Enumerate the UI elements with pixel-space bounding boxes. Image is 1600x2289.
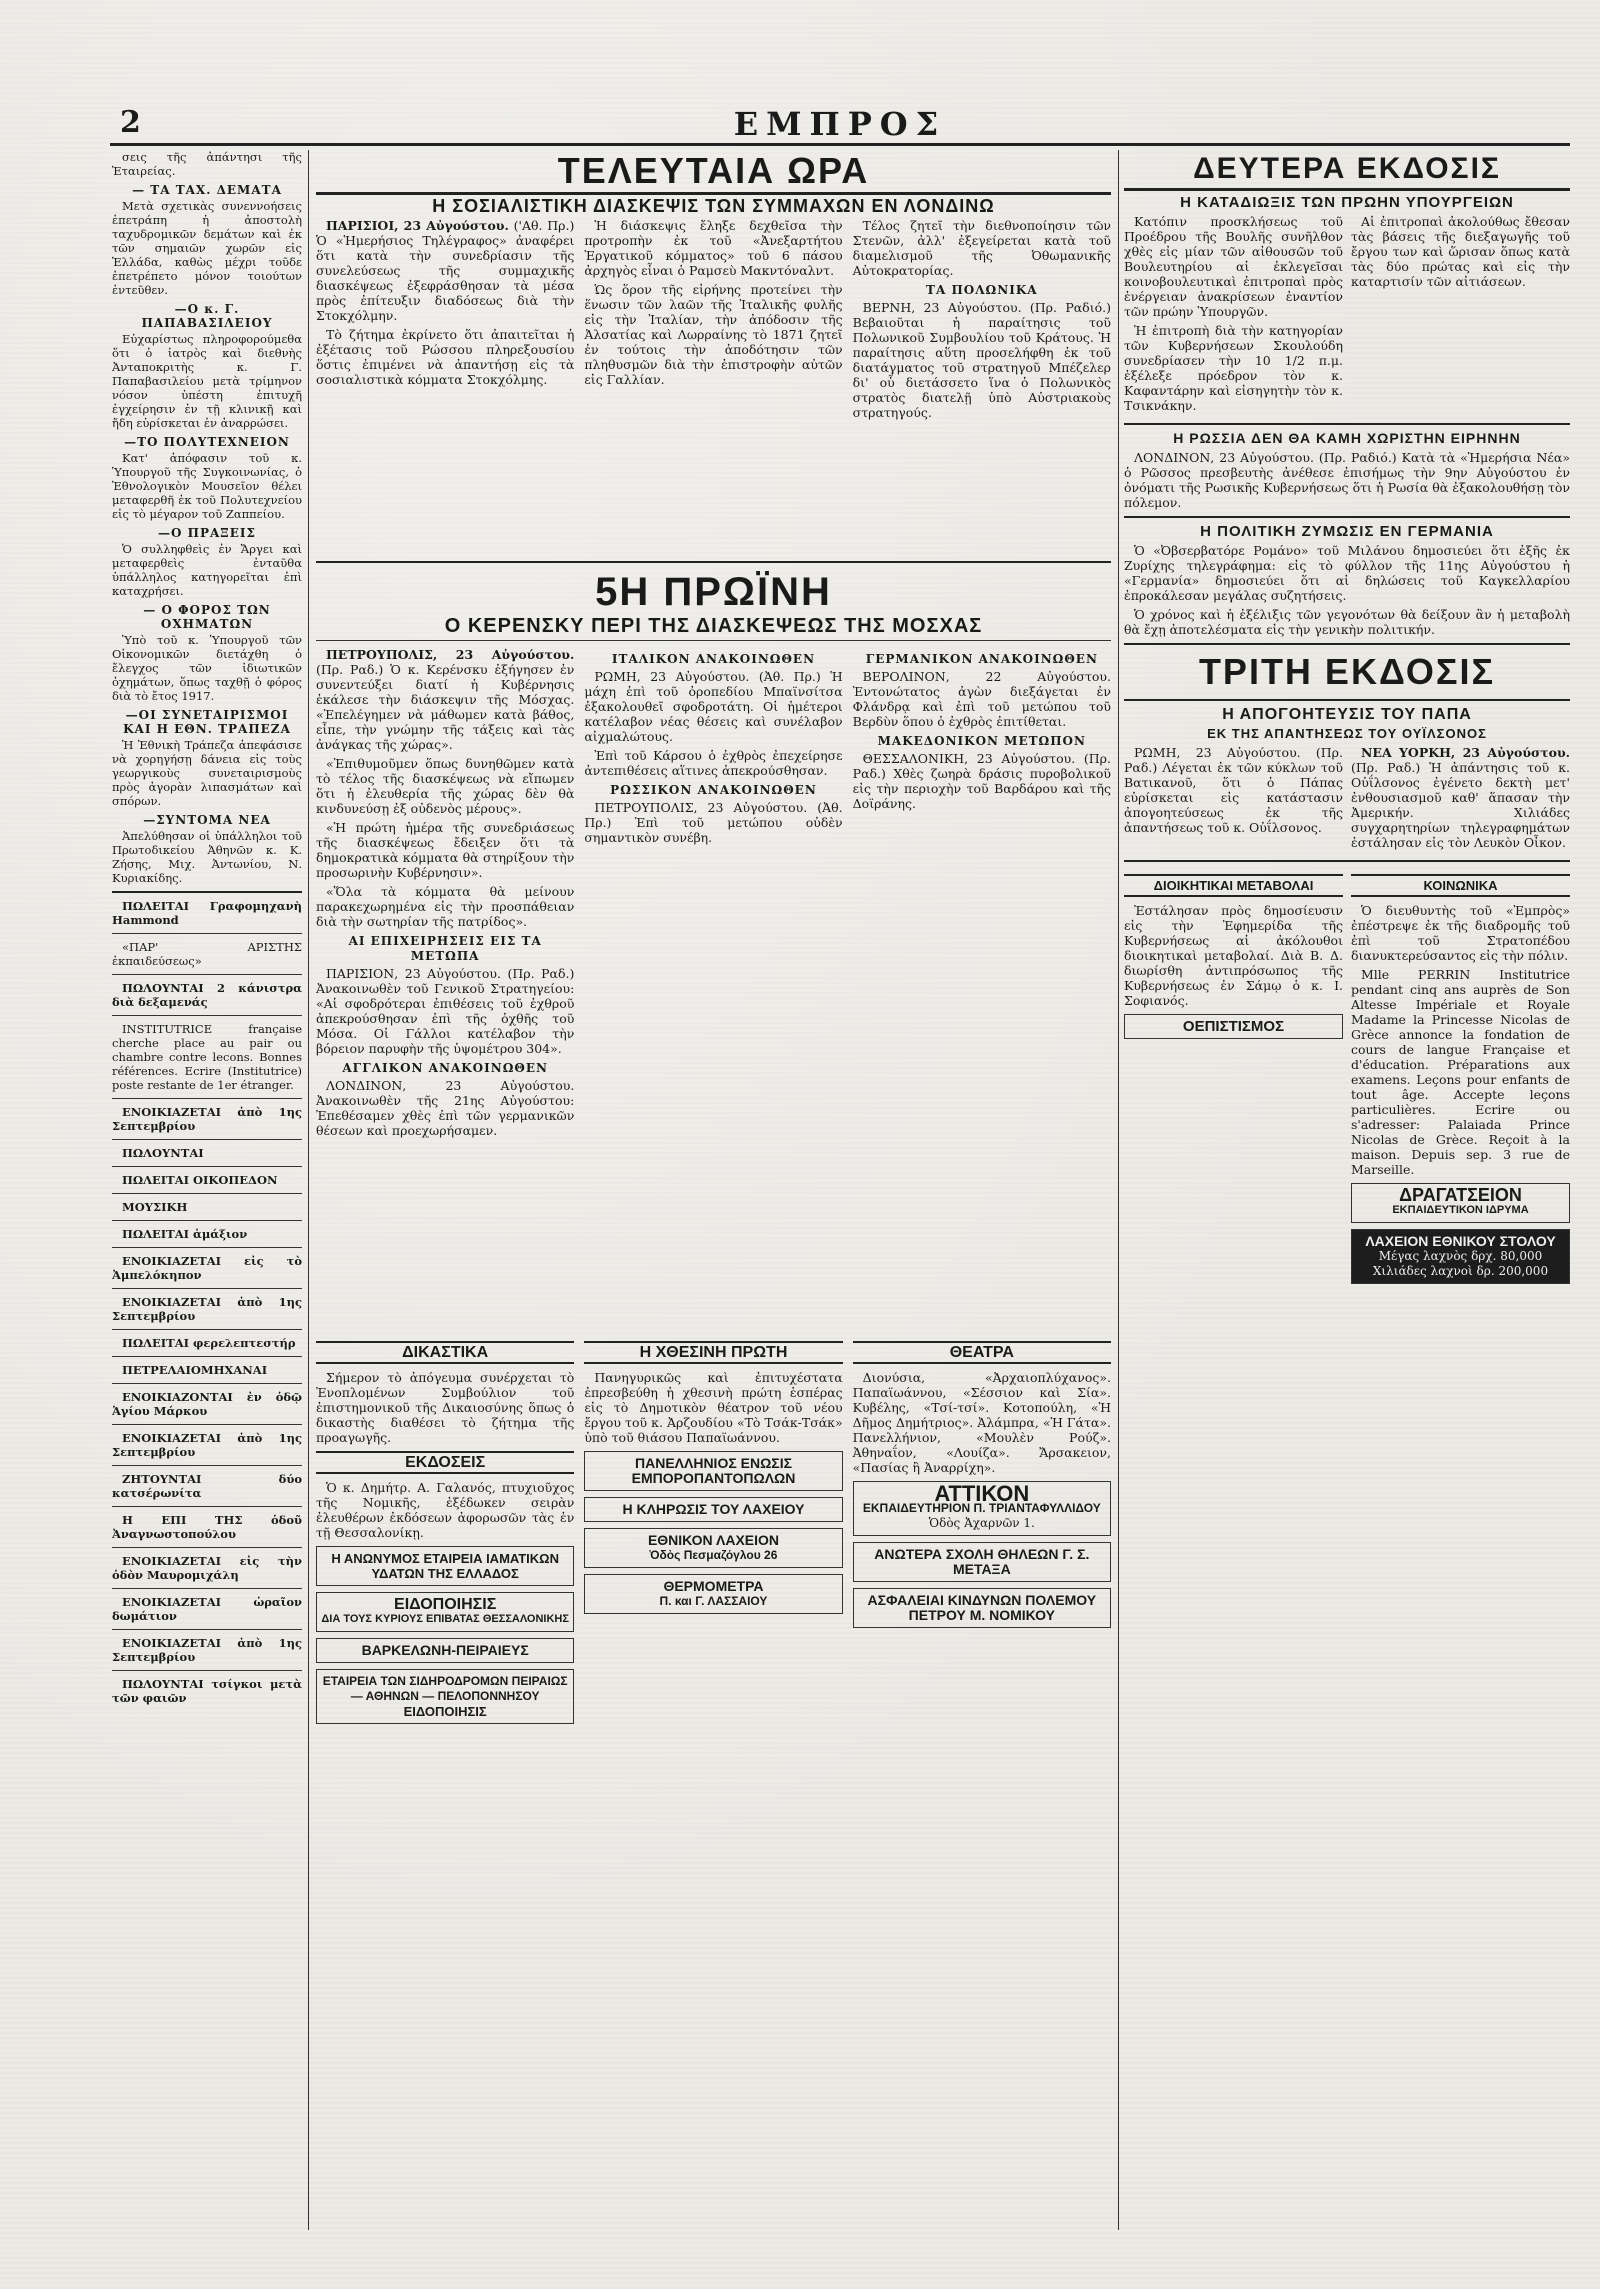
filler-text: Ὁ χρόνος καὶ ἡ ἐξέλιξις τῶν γεγονότων θὰ δείξουν ἂν ἡ μεταβολὴ θὰ ἔχῃ ἀποτελέσματα εἰς τὴν γενικὴν πολιτικήν. — [1124, 607, 1570, 637]
insurance-ad — [853, 1588, 1111, 1628]
subhead-cooperatives: —ΟΙ ΣΥΝΕΤΑΙΡΙΣΜΟΙ ΚΑΙ Η ΕΘΝ. ΤΡΑΠΕΖΑ — [123, 708, 291, 736]
right-lower-b — [1351, 868, 1570, 1290]
ad-sale-1: ΠΩΛΟΥΝΤΑΙ — [122, 1146, 204, 1160]
last-hour-p0: ('Αθ. Πρ.) Ὁ «Ἡμερήσιος Τηλέγραφος» ἀναφέρει ὅτι κατὰ τὴν συνεδρίασιν τῆς συνελεύσεως τῆς συμμαχικῆς διασκέψεως ἐξεφράσθησαν τὰ μέσα πρὸς ἐπίτευξιν διαδόσεως διὰ τὴν Στοκχόλμην. — [316, 218, 575, 323]
second-edition-headline: Η ΚΑΤΑΔΙΩΞΙΣ ΤΩΝ ΠΡΩΗΝ ΥΠΟΥΡΓΕΙΩΝ — [1180, 194, 1514, 211]
divider — [112, 1139, 302, 1140]
filler-text: ΛΟΝΔΙΝΟΝ, 23 Αὐγούστου. Ἀνακοινωθὲν τῆς 21ης Αὐγούστου: Ἐπεθέσαμεν χθὲς ἐπὶ τῶν γερμανικῶν θέσεων καὶ προεχωρήσαμεν. — [316, 1078, 575, 1138]
thermometer-subtitle: Π. και Γ. ΛΑΣΣΑΙΟΥ — [659, 1594, 768, 1608]
court-news-heading: ΔΙΚΑΣΤΙΚΑ — [316, 1341, 574, 1364]
ad-rent-4: ΕΝΟΙΚΙΑΖΟΝΤΑΙ ἐν ὁδῷ Ἁγίου Μάρκου — [112, 1390, 302, 1418]
fifth-col-c — [853, 647, 1111, 1142]
parcels-text: Μετὰ σχετικὰς συνεννοήσεις ἐπετράπη ἡ ἀποστολὴ ταχυδρομικῶν δεμάτων καὶ ἐκ τῶν σημαιῶν χωρῶν εἰς Ἑλλάδα, καθὼς μέχρι τοῦδε ἐπετρέπετο μόνον τοιούτων ἐντεῦθεν. — [112, 199, 302, 297]
unions-ad — [584, 1451, 842, 1491]
divider — [112, 933, 302, 934]
yesterday-first-heading: Η ΧΘΕΣΙΝΗ ΠΡΩΤΗ — [584, 1341, 842, 1364]
divider — [1124, 423, 1570, 425]
right-column — [1124, 150, 1570, 2230]
ad-zinc: ΠΩΛΟΥΝΤΑΙ τσίγκοι μετὰ τῶν φαιῶν — [112, 1677, 302, 1705]
divider — [316, 640, 1111, 641]
germany-headline: Η ΠΟΛΙΤΙΚΗ ΖΥΜΩΣΙΣ ΕΝ ΓΕΡΜΑΝΙΑ — [1200, 523, 1494, 540]
russia-body: ΛΟΝΔΙΝΟΝ, 23 Αὐγούστου. (Πρ. Ραδιό.) Κατὰ τὰ «Ἡμερήσια Νέα» ὁ Ρῶσσος πρεσβευτὴς ἀνέθεσε ἐπισήμως τὴν 9ην Αὐγούστου ἐν ὀνόματι τῆς Ρωσικῆς Κυβερνήσεως ὅτι ἡ Ρωσία θὰ ἐξακολουθήσῃ τὸν πόλεμον. — [1124, 450, 1570, 510]
epistimonikon-ad — [1124, 1014, 1343, 1039]
fifth-p2: «Ἡ πρώτη ἡμέρα τῆς συνεδριάσεως τῆς διασκέψεως ἔδειξεν ὅτι τὰ δημοκρατικὰ κόμματα θὰ στηρίξουν τὴν προσωρινὴν Κυβέρνησιν». — [316, 820, 575, 880]
filler-text: Ὑπὸ τοῦ κ. Ὑπουργοῦ τῶν Οἰκονομικῶν διετάχθη ὁ ἔλεγχος τῶν ἰδιωτικῶν ὀχημάτων, ὅπως ταχθῇ ὁ φόρος διὰ τὸ ἔτος 1917. — [112, 633, 302, 703]
attikon-title: ΑΤΤΙΚΟΝ — [934, 1481, 1030, 1506]
ny-body: (Πρ. Ραδ.) Ἡ ἀπάντησις τοῦ κ. Οὐΐλσονος ἐγένετο δεκτὴ μετ' ἐνθουσιασμοῦ καθ' ἅπασαν τὴν Ἀμερικήν. Χιλιάδες συγχαρητηρίων τηλεγραφημάτων ἐστάλησαν εἰς τὸν Λευκὸν Οἶκον. — [1351, 760, 1570, 850]
divider — [112, 1356, 302, 1357]
fleet-lottery-title: ΛΑΧΕΙΟΝ ΕΘΝΙΚΟΥ ΣΤΟΛΟΥ — [1365, 1233, 1556, 1249]
middle-lower-columns — [316, 1335, 1111, 1730]
divider — [112, 891, 302, 893]
ad-rent-1: ΕΝΟΙΚΙΑΖΕΤΑΙ ἀπὸ 1ης Σεπτεμβρίου — [112, 1105, 302, 1133]
social-body: Ὁ διευθυντὴς τοῦ «Ἐμπρὸς» ἐπέστρεψε ἐκ τῆς διαδρομῆς τοῦ ἐπὶ τοῦ Στρατοπέδου διανυκτερεύσαντος εἰς τὴν πόλιν. — [1351, 903, 1570, 963]
last-hour-col-b — [584, 218, 842, 424]
divider — [112, 1329, 302, 1330]
column-divider — [1118, 150, 1119, 2230]
last-hour-banner: ΤΕΛΕΥΤΑΙΑ ΩΡΑ — [316, 150, 1111, 195]
germany-body: Ὁ «Ὀβσερβατόρε Ρομάνο» τοῦ Μιλάνου δημοσιεύει ὅτι ἐξῆς ἐκ Ζυρίχης τηλεγράφημα: εἰς τὸ φύλλον τῆς 11ης Αὐγούστου ἡ «Γερμανία» δημοσιεύει ὅτι αἱ δηλώσεις τοῦ Καγκελλαρίου ἐπροκάλεσαν μεγάλας συζητήσεις. — [1124, 543, 1570, 603]
left-column-classifieds — [112, 150, 302, 2230]
filler-text: ΠΕΤΡΟΥΠΟΛΙΣ, 23 Αὐγούστου. (Ἀθ. Πρ.) Ἐπὶ τοῦ μετώπου οὐδὲν σημαντικὸν συνέβη. — [584, 800, 843, 845]
divider — [112, 1588, 302, 1589]
ad-tutor: «ΠΑΡ' ΑΡΙΣΤΗΣ ἐκπαιδεύσεως» — [112, 940, 302, 968]
company-name: Η ΑΝΩΝΥΜΟΣ ΕΤΑΙΡΕΙΑ ΙΑΜΑΤΙΚΩΝ ΥΔΑΤΩΝ ΤΗΣ ΕΛΛΑΔΟΣ — [331, 1551, 559, 1581]
right-lower-a — [1124, 868, 1343, 1290]
filler-text: Ἡ Ἐθνικὴ Τράπεζα ἀπεφάσισε νὰ χορηγήσῃ δάνεια εἰς τοὺς γεωργικοὺς συνεταιρισμοὺς πρὸς ἀγορὰν λιπασμάτων καὶ σπόρων. — [112, 738, 302, 808]
dragatseion-ad — [1351, 1183, 1570, 1223]
fleet-lottery-ad — [1351, 1229, 1570, 1284]
fronts-heading: ΑΙ ΕΠΙΧΕΙΡΗΣΕΙΣ ΕΙΣ ΤΑ ΜΕΤΩΠΑ — [348, 934, 542, 963]
newspaper-title: ΕΜΠΡΟΣ — [733, 105, 947, 143]
last-hour-col-a — [316, 218, 574, 424]
third-col-b — [1351, 745, 1570, 854]
national-lottery-address: Ὁδὸς Πεσμαζόγλου 26 — [649, 1548, 778, 1562]
dragatseion-title: ΔΡΑΓΑΤΣΕΙΟΝ — [1399, 1185, 1522, 1205]
second-edition-banner: ΔΕΥΤΕΡΑ ΕΚΔΟΣΙΣ — [1124, 150, 1570, 191]
divider — [1124, 699, 1570, 701]
filler-text: Ἀπελύθησαν οἱ ὑπάλληλοι τοῦ Πρωτοδικείου Ἀθηνῶν κ. Κ. Ζήσης, Μιχ. Ἀντωνίου, Ν. Κυριακίδης. — [112, 829, 302, 885]
divider — [112, 1015, 302, 1016]
second-edition-columns — [1124, 214, 1570, 417]
ad-institutrice: INSTITUTRICE française cherche place au pair ou chambre contre lecons. Bonnes références. Ecrire (Institutrice) poste restante de 1er étranger. — [112, 1022, 302, 1092]
last-hour-section — [316, 150, 1111, 550]
ad-carriage: ΠΩΛΕΙΤΑΙ ἁμάξιον — [122, 1227, 248, 1241]
ad-tanks: ΠΩΛΟΥΝΤΑΙ 2 κάνιστρα διὰ δεξαμενάς — [112, 981, 302, 1009]
ad-rent-3: ΕΝΟΙΚΙΑΖΕΤΑΙ ἀπὸ 1ης Σεπτεμβρίου — [112, 1295, 302, 1323]
last-hour-p2: Ἡ διάσκεψις ἔληξε δεχθεῖσα τὴν προτροπὴν ἐκ τοῦ «Ἀνεξαρτήτου Ἐργατικοῦ κόμματος» τοῦ 6 πάσου ἀρχηγὸς εἶναι ὁ Ραμσεὺ Μακντόναλντ. — [584, 218, 843, 278]
company-ad — [316, 1546, 574, 1586]
german-bulletin-heading: ΓΕΡΜΑΝΙΚΟΝ ΑΝΑΚΟΙΝΩΘΕΝ — [865, 652, 1098, 666]
divider — [316, 561, 1111, 563]
filler-text: ΒΕΡΟΛΙΝΟΝ, 22 Αὐγούστου. Ἐντονώτατος ἀγὼν διεξάγεται ἐν Φλάνδρᾳ καὶ ἐπὶ τοῦ μετώπου τοῦ Βερδὺν ὅπου ὁ ἐχθρὸς ἐπιτίθεται. — [852, 669, 1111, 729]
national-lottery-title: ΕΘΝΙΚΟΝ ΛΑΧΕΙΟΝ — [647, 1532, 780, 1548]
divider — [112, 1465, 302, 1466]
ad-rent-5: ΕΝΟΙΚΙΑΖΕΤΑΙ ἀπὸ 1ης Σεπτεμβρίου — [112, 1431, 302, 1459]
fronts-body: ΠΑΡΙΣΙΟΝ, 23 Αὐγούστου. (Πρ. Ραδ.) Ἀνακοινωθὲν τοῦ Γενικοῦ Στρατηγείου: «Αἱ σφοδρότεραι ἐπιθέσεις τοῦ ἐχθροῦ ἀπεκρούσθησαν ἐπὶ τῆς ὀχθῆς τοῦ Μόσα. Οἱ Γάλλοι κατέλαβον τὴν βόρειον παρυφὴν τῆς ὑψομέτρου 304». — [316, 966, 575, 1056]
epistimonikon-title: ΟΕΠΙΣΤΙΣΜΟΣ — [1182, 1018, 1285, 1035]
ad-sale-2: ΠΩΛΕΙΤΑΙ φερελεπτεστήρ — [122, 1336, 296, 1350]
divider — [112, 1193, 302, 1194]
filler-text: Ἐπὶ τοῦ Κάρσου ὁ ἐχθρὸς ἐπεχείρησε ἀντεπιθέσεις αἵτινες ἀπεκρούσθησαν. — [584, 748, 843, 778]
attikon-subtitle: ΕΚΠΑΙΔΕΥΤΗΡΙΟΝ Π. ΤΡΙΑΝΤΑΦΥΛΛΙΔΟΥ — [862, 1501, 1101, 1515]
right-lower-columns — [1124, 868, 1570, 1290]
filler-text: Κατ' ἀπόφασιν τοῦ κ. Ὑπουργοῦ τῆς Συγκοινωνίας, ὁ Ἐθνολογικὸν Μουσεῖον θέλει μεταφερθῆ ἐκ τοῦ Πολυτεχνείου εἰς τὸ μέγαρον τοῦ Ζαππείου. — [112, 451, 302, 521]
ad-wanted: ΖΗΤΟΥΝΤΑΙ δύο κατσέρωνίτα — [112, 1472, 302, 1500]
fifth-dateline: ΠΕΤΡΟΥΠΟΛΙΣ, 23 Αὐγούστου. — [326, 647, 575, 662]
ad-rent-6: ΕΝΟΙΚΙΑΖΕΤΑΙ εἰς τὴν ὁδὸν Μαυρομιχάλη — [112, 1554, 302, 1582]
third-edition-columns — [1124, 745, 1570, 854]
subhead-polytechneion: —ΤΟ ΠΟΛΥΤΕΧΝΕΙΟΝ — [124, 435, 290, 449]
third-edition-headline: Η ΑΠΟΓΟΗΤΕΥΣΙΣ ΤΟΥ ΠΑΠΑ — [1222, 706, 1472, 723]
subhead-praxeis: —Ο ΠΡΑΞΕΙΣ — [158, 526, 256, 540]
italian-bulletin-heading: ΙΤΑΛΙΚΟΝ ΑΝΑΚΟΙΝΩΘΕΝ — [611, 652, 816, 666]
divider — [112, 1424, 302, 1425]
filler-text: ΘΕΣΣΑΛΟΝΙΚΗ, 23 Αὐγούστου. (Πρ. Ραδ.) Χθὲς ζωηρὰ δράσις πυροβολικοῦ εἰς τὴν περιοχὴν τοῦ Βαρδάρου καὶ τῆς Δοϊράνης. — [852, 751, 1111, 811]
divider — [112, 1670, 302, 1671]
second-p0: Κατόπιν προσκλήσεως τοῦ Προέδρου τῆς Βουλῆς συνῆλθον χθὲς εἰς μίαν τῶν αἰθουσῶν τοῦ Βουλευτηρίου αἱ ἐκλεγεῖσαι κοινοβουλευτικαὶ ἐπιτροπαὶ πρὸς ἐνέργειαν ἀνακρίσεων ἐναντίον τῶν πρώην Ὑπουργῶν. — [1124, 214, 1343, 319]
mid-col-b — [584, 1335, 842, 1730]
middle-lower-section — [316, 1335, 1111, 2235]
national-lottery-ad — [584, 1528, 842, 1568]
divider — [112, 1098, 302, 1099]
publications-body: Ὁ κ. Δημήτρ. Α. Γαλανός, πτυχιοῦχος τῆς Νομικῆς, ἐξέδωκεν σειρὰν ἐλευθέρων ἐκδόσεων ἀφορωσῶν τὰς ἐν τῇ Θεσσαλονίκῃ. — [316, 1480, 575, 1540]
ad-rent-2: ΕΝΟΙΚΙΑΖΕΤΑΙ εἰς τὸ Ἀμπελόκηπον — [112, 1254, 302, 1282]
railway-ad — [316, 1669, 574, 1724]
fifth-col-a — [316, 647, 574, 1142]
last-hour-col-c — [853, 218, 1111, 424]
ad-street: Η ΕΠΙ ΤΗΣ ὁδοῦ Ἀναγνωστοπούλου — [112, 1513, 302, 1541]
divider — [112, 1220, 302, 1221]
attikon-address: Ὁδὸς Ἀχαρνῶν 1. — [928, 1516, 1035, 1530]
last-hour-p1: Τὸ ζήτημα ἐκρίνετο ὅτι ἀπαιτεῖται ἡ ἐξέτασις τοῦ Ρώσσου πληρεξουσίου ὅστις ἐπιμένει νὰ ἀπαντήσῃ εἰς τὰ σοσιαλιστικὰ κόμματα Στοκχόλμης. — [316, 327, 575, 387]
russian-bulletin-heading: ΡΩΣΣΙΚΟΝ ΑΝΑΚΟΙΝΩΘΕΝ — [610, 783, 817, 797]
column-divider — [308, 150, 309, 2230]
last-hour-p3: Ὡς ὅρον τῆς εἰρήνης προτείνει τὴν ἕνωσιν τῶν λαῶν τῆς Ἰταλικῆς φυλῆς εἰς τὴν Ἰταλίαν, τὴν ἀπόδοσιν τῆς Ἀλσατίας καὶ Λωρραίνης τὸ 1871 ζητεῖ ἐν τούτοις τὴν ἀποδότησιν τῶν πληθυσμῶν διὰ τὴν ἐπιστροφὴν αὐτῶν εἰς Γαλλίαν. — [584, 282, 843, 387]
masthead-rule — [110, 143, 1570, 146]
second-col-a — [1124, 214, 1343, 417]
divider — [112, 1166, 302, 1167]
yesterday-first-body: Πανηγυρικῶς καὶ ἐπιτυχέστατα ἐπρεσβεύθη ἡ χθεσινὴ πρώτη ἑσπέρας εἰς τὸ Δημοτικὸν θέατρον τοῦ νέου ἔργου τοῦ κ. Ἀρζουδίου «Τὸ Τσάκ-Τσάκ» ὑπὸ τοῦ θιάσου Παπαϊωάννου. — [584, 1370, 843, 1445]
fifth-p0: (Πρ. Ραδ.) Ὁ κ. Κερένσκυ ἐξήγησεν ἐν συνεντεύξει διατί ἡ Κυβέρνησις ἐκάλεσε τὴν διάσκεψιν τῆς Μόσχας. «Ἐπελέγημεν νὰ μάθωμεν κατὰ βάθος, εἶπε, τὴν γνώμην τῆς τάξεις καὶ τὰς ἀνάγκας τῆς χώρας». — [316, 662, 575, 752]
ad-rent-7: ΕΝΟΙΚΙΑΖΕΤΑΙ ἀπὸ 1ης Σεπτεμβρίου — [112, 1636, 302, 1664]
mid-col-a — [316, 1335, 574, 1730]
attikon-ad — [853, 1481, 1111, 1536]
subhead-parcels: — ΤΑ ΤΑΧ. ΔΕΜΑΤΑ — [132, 183, 282, 197]
notice-title: ΕΙΔΟΠΟΙΗΣΙΣ — [394, 1596, 497, 1613]
second-p1: Ἡ ἐπιτροπὴ διὰ τὴν κατηγορίαν τῶν Κυβερνήσεων Σκουλούδη συνεδρίασεν τὴν 10 1/2 π.μ. ἐξέλεξε πρόεδρον τὸν κ. Καφαντάρην καὶ εἰσηγητὴν τὸν κ. Τσικνάκην. — [1124, 323, 1343, 413]
divider — [112, 1506, 302, 1507]
filler-text: Ὁ συλληφθεὶς ἐν Ἄργει καὶ μεταφερθεὶς ἐνταῦθα ὑπάλληλος κατηγορεῖται ἐπὶ καταχρήσει. — [112, 542, 302, 598]
divider — [112, 1547, 302, 1548]
ad-plot: ΠΩΛΕΙΤΑΙ ΟΙΚΟΠΕΔΟΝ — [122, 1173, 278, 1187]
thermometer-ad — [584, 1574, 842, 1614]
theatres-list: Διονύσια, «Ἀρχαιοπλύχανος». Παπαϊωάννου, «Σέσσιον καὶ Σία». Κυβέλης, «Τσί-τσί». Κοτοπούλη, «Ἡ Δῆμος Δημήτριος». Ἀλάμπρα, «Ἡ Γάτα». Πανελλήνιον, «Μουλὲν Ρούζ». Ἀθηναΐον, «Λουίζα». Ἄρσακειον, «Πασίας ἢ Ἀναρρίχη». — [852, 1370, 1111, 1475]
fifth-morning-banner: 5Η ΠΡΩΪΝΗ — [595, 570, 832, 614]
fifth-p1: «Ἐπιθυμοῦμεν ὅπως δυνηθῶμεν κατὰ τὸ τέλος τῆς διασκέψεως νὰ εἴπωμεν ὅτι ἡ ἐλευθερία τῆς χώρας δὲν θὰ κινδυνεύσῃ ἐξ οὐδενὸς μέρους». — [316, 756, 575, 816]
unions-title: ΠΑΝΕΛΛΗΝΙΟΣ ΕΝΩΣΙΣ ΕΜΠΟΡΟΠΑΝΤΟΠΩΛΩΝ — [631, 1455, 796, 1486]
insurance-title: ΑΣΦΑΛΕΙΑΙ ΚΙΝΔΥΝΩΝ ΠΟΛΕΜΟΥ ΠΕΤΡΟΥ Μ. ΝΟΜΙΚΟΥ — [867, 1592, 1097, 1623]
fragment-0: σεις τῆς ἀπάντησι τῆς Ἑταιρείας. — [112, 150, 302, 178]
theatres-heading: ΘΕΑΤΡΑ — [853, 1341, 1111, 1364]
last-hour-columns — [316, 218, 1111, 424]
last-hour-p4: Τέλος ζητεῖ τὴν διεθνοποίησιν τῶν Στενῶν, ἀλλ' ἐξεγείρεται κατὰ τοῦ διαμελισμοῦ τῆς Ὀθωμανικῆς Αὐτοκρατορίας. — [852, 218, 1111, 278]
fifth-morning-headline: Ο ΚΕΡΕΝΣΚΥ ΠΕΡΙ ΤΗΣ ΔΙΑΣΚΕΨΕΩΣ ΤΗΣ ΜΟΣΧΑΣ — [444, 615, 983, 637]
divider — [1124, 860, 1570, 862]
masthead — [110, 105, 1570, 141]
third-body: ΡΩΜΗ, 23 Αὐγούστου. (Πρ. Ραδ.) Λέγεται ἐκ τῶν κύκλων τοῦ Βατικανοῦ, ὅτι ὁ Πάπας εὑρίσκεται εἰς κατάστασιν ἀπογοητεύσεως ἐκ τῆς ἀπαντήσεως τοῦ κ. Οὐΐλσονος. — [1124, 745, 1343, 835]
thermometer-title: ΘΕΡΜΟΜΕΤΡΑ — [663, 1578, 764, 1594]
lottery-ad — [584, 1497, 842, 1522]
admin-changes-heading: ΔΙΟΙΚΗΤΙΚΑΙ ΜΕΤΑΒΟΛΑΙ — [1124, 874, 1343, 897]
fleet-prize-2: Χιλιάδες λαχνοὶ δρ. 200,000 — [1372, 1264, 1549, 1278]
third-edition-subheadline: ΕΚ ΤΗΣ ΑΠΑΝΤΗΣΕΩΣ ΤΟΥ ΟΥΪΛΣΟΝΟΣ — [1207, 726, 1487, 741]
dragatseion-subtitle: ΕΚΠΑΙΔΕΥΤΙΚΟΝ ΙΔΡΥΜΑ — [1392, 1204, 1529, 1216]
last-hour-dateline: ΠΑΡΙΣΙΟΙ, 23 Αὐγούστου. — [326, 218, 509, 233]
divider — [1124, 643, 1570, 645]
filler-text: Εὐχαρίστως πληροφορούμεθα ὅτι ὁ ἰατρὸς καὶ διεθνὴς Ἀνταποκριτὴς κ. Γ. Παπαβασιλείου μετὰ τρίμηνον νόσον ὑπέστη ἐπιτυχῆ ἐγχείρησιν ἐν τῇ κλινικῇ καὶ ἤδη εὑρίσκεται ἐν ἀναρρώσει. — [112, 332, 302, 430]
school-title: ΑΝΩΤΕΡΑ ΣΧΟΛΗ ΘΗΛΕΩΝ Γ. Σ. ΜΕΤΑΞΑ — [874, 1546, 1090, 1577]
last-hour-headline: Η ΣΟΣΙΑΛΙΣΤΙΚΗ ΔΙΑΣΚΕΨΙΣ ΤΩΝ ΣΥΜΜΑΧΩΝ ΕΝ ΛΟΝΔΙΝΩ — [432, 196, 995, 216]
subhead-vehicle-tax: — Ο ΦΟΡΟΣ ΤΩΝ ΟΧΗΜΑΤΩΝ — [143, 603, 271, 631]
ad-engines: ΠΕΤΡΕΛΑΙΟΜΗΧΑΝΑΙ — [122, 1363, 268, 1377]
ad-room: ΕΝΟΙΚΙΑΖΕΤΑΙ ὡραῖον δωμάτιον — [112, 1595, 302, 1623]
english-bulletin-heading: ΑΓΓΛΙΚΟΝ ΑΝΑΚΟΙΝΩΘΕΝ — [342, 1061, 548, 1075]
ad-music: ΜΟΥΣΙΚΗ — [122, 1200, 188, 1214]
divider — [112, 1383, 302, 1384]
divider — [112, 1629, 302, 1630]
page-number: 2 — [120, 105, 141, 140]
divider — [112, 1247, 302, 1248]
railway-notice: ΕΙΔΟΠΟΙΗΣΙΣ — [403, 1704, 487, 1719]
divider — [1124, 516, 1570, 518]
fifth-morning-section — [316, 555, 1111, 1325]
filler-text: ΡΩΜΗ, 23 Αὐγούστου. (Ἀθ. Πρ.) Ἡ μάχη ἐπὶ τοῦ ὀροπεδίου Μπαϊνσίτσα ἐξακολουθεῖ σφοδροτάτη. Οἱ ἡμέτεροι κατέλαβον νέας θέσεις καὶ συνέλαβον αἰχμαλώτους. — [584, 669, 843, 744]
admin-changes-body: Ἐστάλησαν πρὸς δημοσίευσιν εἰς τὴν Ἐφημερίδα τῆς Κυβερνήσεως αἱ ἀκόλουθοι διοικητικαὶ μεταβολαί. Διὰ Β. Δ. διωρίσθη ἀντιπρόσωπος τῆς Κυβερνήσεως ἐν Σάμῳ ὁ κ. Ι. Σοφιανός. — [1124, 903, 1343, 1008]
polish-heading: ΤΑ ΠΟΛΩΝΙΚΑ — [926, 283, 1038, 297]
mid-col-c — [853, 1335, 1111, 1730]
ny-dateline: ΝΕΑ ΥΟΡΚΗ, 23 Αὐγούστου. — [1361, 745, 1570, 760]
third-col-a — [1124, 745, 1343, 854]
social-heading: ΚΟΙΝΩΝΙΚΑ — [1351, 874, 1570, 897]
notice-ad — [316, 1592, 574, 1632]
russia-headline: Η ΡΩΣΣΙΑ ΔΕΝ ΘΑ ΚΑΜΗ ΧΩΡΙΣΤΗΝ ΕΙΡΗΝΗΝ — [1173, 430, 1521, 446]
macedonian-front-heading: ΜΑΚΕΔΟΝΙΚΟΝ ΜΕΤΩΠΟΝ — [877, 734, 1086, 748]
railway-title: ΕΤΑΙΡΕΙΑ ΤΩΝ ΣΙΔΗΡΟΔΡΟΜΩΝ ΠΕΙΡΑΙΩΣ — ΑΘΗΝΩΝ — ΠΕΛΟΠΟΝΝΗΣΟΥ — [322, 1674, 568, 1703]
route-ad — [316, 1638, 574, 1663]
fifth-p3: «Ὅλα τὰ κόμματα θὰ μείνουν παρακεχωρημένα εἰς τὴν προσπάθειαν διὰ τὴν σωτηρίαν τῆς πατρίδος». — [316, 884, 575, 929]
third-edition-banner: ΤΡΙΤΗ ΕΚΔΟΣΙΣ — [1198, 651, 1496, 692]
second-col-b — [1351, 214, 1570, 417]
second-p2: Αἱ ἐπιτροπαὶ ἀκολούθως ἔθεσαν τὰς βάσεις τῆς διεξαγωγῆς τοῦ ἔργου των καὶ ὥρισαν ὅπως κατὰ τὰς δύο πρώτας καὶ εἰς τὴν καταρτισίν τῶν αἰτιάσεων. — [1351, 214, 1570, 289]
fleet-prize-1: Μέγας λαχνὸς δρχ. 80,000 — [1378, 1249, 1543, 1263]
divider — [112, 974, 302, 975]
ad-typewriter: ΠΩΛΕΙΤΑΙ Γραφομηχανὴ Hammond — [112, 899, 302, 927]
divider — [112, 1288, 302, 1289]
notice-subtitle: ΔΙΑ ΤΟΥΣ ΚΥΡΙΟΥΣ ΕΠΙΒΑΤΑΣ ΘΕΣΣΑΛΟΝΙΚΗΣ — [321, 1613, 569, 1625]
fifth-morning-columns — [316, 647, 1111, 1142]
route-title: ΒΑΡΚΕΛΩΝΗ-ΠΕΙΡΑΙΕΥΣ — [361, 1642, 529, 1658]
fifth-col-b — [584, 647, 842, 1142]
polish-body: ΒΕΡΝΗ, 23 Αὐγούστου. (Πρ. Ραδιό.) Βεβαιοῦται ἡ παραίτησις τοῦ Πολωνικοῦ Συμβουλίου τοῦ Κράτους. Ἡ παραίτησις αὕτη προσελήφθη ἐκ τοῦ διατάγματος τοῦ στρατηγοῦ Μπέζελερ δι' οὗ διετάσσετο ἵνα ὁ Πολωνικὸς στρατὸς διατελῇ ὑπὸ Αὐστριακοὺς στρατηγούς. — [852, 300, 1111, 420]
subhead-papavasileiou: —Ο κ. Γ. ΠΑΠΑΒΑΣΙΛΕΙΟΥ — [141, 302, 273, 330]
court-news-body: Σήμερον τὸ ἀπόγευμα συνέρχεται τὸ Ἐνοπλομένων Συμβούλιον τοῦ ἐπιστημονικοῦ τῆς Δικαιοσύνης ὅπως ὁ δικαστὴς διαθέσει τὸ ζήτημα τῆς προαγωγῆς. — [316, 1370, 575, 1445]
social-french-notice: Mlle PERRIN Institutrice pendant cinq ans auprès de Son Altesse Impériale et Royale Madame la Princesse Nicolas de Grèce annonce la fondation de cours de langue Française et d'éducation. Préparations aux examens. Leçons pour enfants de tout âge. Accepte leçons particulières. Ecrire ou s'adresser: Palaiada Prince Nicolas de Grèce. Reçoit à la maison. Depuis sep. 3 rue de Marseille. — [1351, 967, 1570, 1177]
school-ad — [853, 1542, 1111, 1582]
lottery-title: Η ΚΛΗΡΩΣΙΣ ΤΟΥ ΛΑΧΕΙΟΥ — [622, 1501, 805, 1517]
subhead-short-news: —ΣΥΝΤΟΜΑ ΝΕΑ — [143, 813, 271, 827]
publications-heading: ΕΚΔΟΣΕΙΣ — [316, 1451, 574, 1474]
